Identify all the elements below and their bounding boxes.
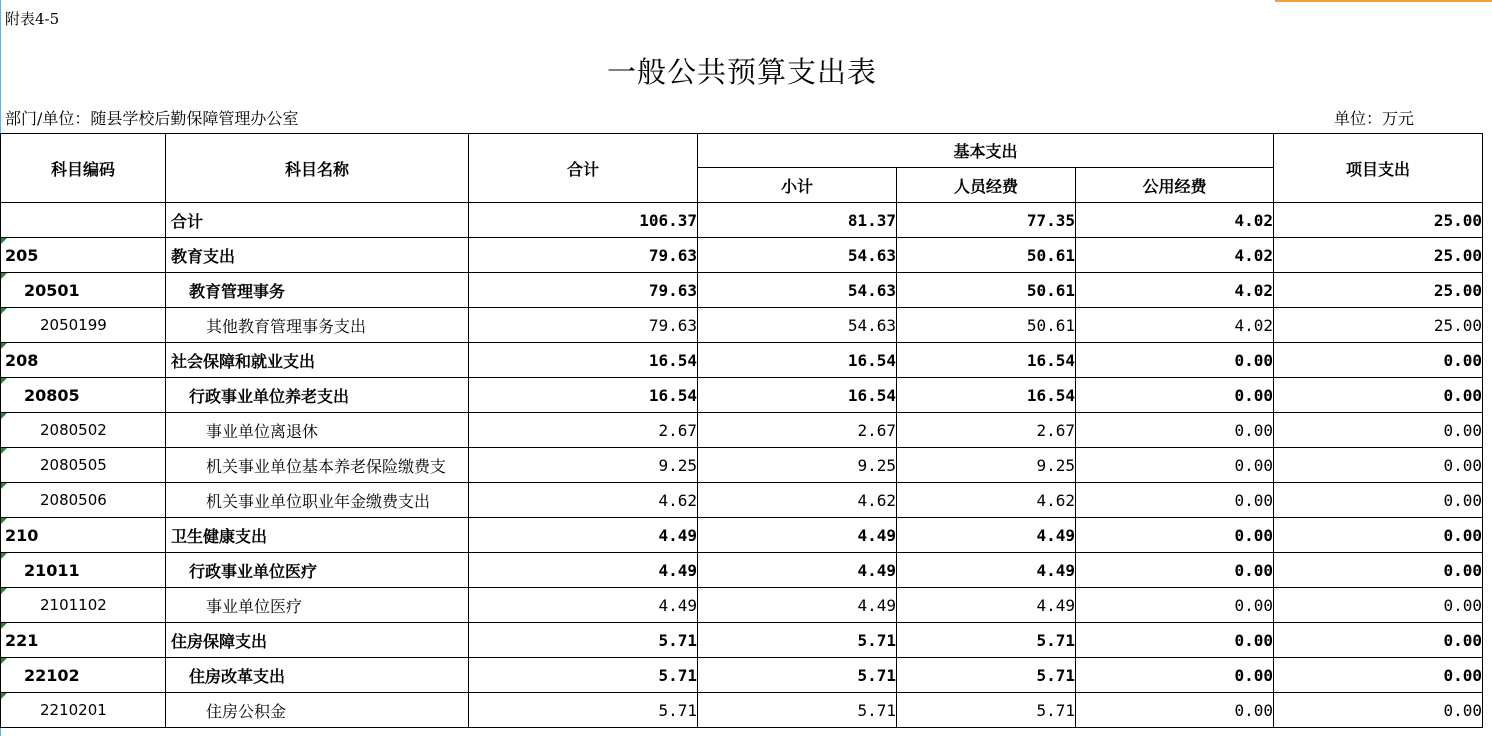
cell-project[interactable]: 0.00 [1274, 553, 1483, 588]
cell-project[interactable]: 0.00 [1274, 378, 1483, 413]
cell-total[interactable]: 16.54 [469, 343, 698, 378]
cell-project[interactable]: 0.00 [1274, 623, 1483, 658]
table-row [1, 343, 1483, 378]
cell-subtotal[interactable]: 54.63 [698, 308, 897, 343]
text-number-indicator-icon [1, 378, 7, 384]
cell-project[interactable]: 0.00 [1274, 413, 1483, 448]
cell-code[interactable]: 2101102 [1, 588, 166, 623]
header-code[interactable]: 科目编码 [1, 134, 166, 203]
text-number-indicator-icon [1, 623, 7, 629]
cell-personnel[interactable]: 2.67 [897, 413, 1076, 448]
cell-personnel[interactable]: 4.62 [897, 483, 1076, 518]
cell-code[interactable]: 221 [1, 623, 166, 658]
cell-project[interactable]: 0.00 [1274, 518, 1483, 553]
cell-subtotal[interactable]: 5.71 [698, 658, 897, 693]
cell-subtotal[interactable]: 4.49 [698, 588, 897, 623]
cell-public[interactable]: 0.00 [1076, 588, 1274, 623]
cell-public[interactable]: 0.00 [1076, 483, 1274, 518]
table-row [1, 238, 1483, 273]
cell-project[interactable]: 0.00 [1274, 343, 1483, 378]
cell-total[interactable]: 79.63 [469, 273, 698, 308]
cell-public[interactable]: 0.00 [1076, 378, 1274, 413]
cell-personnel[interactable]: 4.49 [897, 518, 1076, 553]
cell-subtotal[interactable]: 2.67 [698, 413, 897, 448]
cell-personnel[interactable]: 50.61 [897, 308, 1076, 343]
cell-total[interactable]: 5.71 [469, 693, 698, 728]
header-basic-expenditure[interactable]: 基本支出 [698, 134, 1274, 168]
cell-subtotal[interactable]: 54.63 [698, 238, 897, 273]
cell-code[interactable]: 2050199 [1, 308, 166, 343]
cell-total[interactable]: 4.49 [469, 553, 698, 588]
cell-personnel[interactable]: 5.71 [897, 693, 1076, 728]
cell-name[interactable]: 住房保障支出 [166, 623, 469, 658]
budget-table [0, 133, 1483, 728]
table-row [1, 623, 1483, 658]
cell-total[interactable]: 4.62 [469, 483, 698, 518]
cell-public[interactable]: 0.00 [1076, 518, 1274, 553]
cell-public[interactable]: 0.00 [1076, 448, 1274, 483]
cell-code[interactable]: 2080502 [1, 413, 166, 448]
cell-public[interactable]: 4.02 [1076, 203, 1274, 238]
unit-label: 单位：万元 [1334, 109, 1415, 128]
cell-name[interactable]: 住房公积金 [166, 693, 469, 728]
table-row [1, 658, 1483, 693]
text-number-indicator-icon [1, 238, 7, 244]
table-row [1, 308, 1483, 343]
cell-code[interactable]: 2080505 [1, 448, 166, 483]
cell-personnel[interactable]: 16.54 [897, 343, 1076, 378]
cell-total[interactable]: 79.63 [469, 238, 698, 273]
text-number-indicator-icon [1, 273, 7, 279]
cell-public[interactable]: 0.00 [1076, 623, 1274, 658]
cell-personnel[interactable]: 5.71 [897, 658, 1076, 693]
table-row [1, 413, 1483, 448]
header-total[interactable]: 合计 [469, 134, 698, 203]
cell-total[interactable]: 4.49 [469, 518, 698, 553]
cell-code[interactable]: 22102 [1, 658, 166, 693]
cell-code[interactable]: 21011 [1, 553, 166, 588]
table-row [1, 693, 1483, 728]
cell-total[interactable]: 16.54 [469, 378, 698, 413]
cell-personnel[interactable]: 16.54 [897, 378, 1076, 413]
cell-public[interactable]: 0.00 [1076, 693, 1274, 728]
cell-personnel[interactable]: 5.71 [897, 623, 1076, 658]
cell-total[interactable]: 5.71 [469, 658, 698, 693]
cell-personnel[interactable]: 4.49 [897, 588, 1076, 623]
cell-public[interactable]: 0.00 [1076, 658, 1274, 693]
cell-project[interactable]: 25.00 [1274, 308, 1483, 343]
cell-name[interactable]: 机关事业单位职业年金缴费支出 [166, 483, 469, 518]
cell-subtotal[interactable]: 4.62 [698, 483, 897, 518]
table-row [1, 273, 1483, 308]
cell-total[interactable]: 9.25 [469, 448, 698, 483]
cell-subtotal[interactable]: 54.63 [698, 273, 897, 308]
cell-subtotal[interactable]: 16.54 [698, 343, 897, 378]
cell-code[interactable]: 20805 [1, 378, 166, 413]
cell-code[interactable]: 205 [1, 238, 166, 273]
cell-total[interactable]: 106.37 [469, 203, 698, 238]
cell-total[interactable]: 2.67 [469, 413, 698, 448]
cell-personnel[interactable]: 50.61 [897, 238, 1076, 273]
header-public[interactable]: 公用经费 [1076, 168, 1274, 203]
cell-subtotal[interactable]: 5.71 [698, 693, 897, 728]
department-label: 部门/单位：随县学校后勤保障管理办公室 [5, 109, 299, 128]
cell-name[interactable]: 机关事业单位基本养老保险缴费支 [166, 448, 469, 483]
cell-subtotal[interactable]: 4.49 [698, 553, 897, 588]
attachment-label: 附表4-5 [5, 10, 60, 28]
cell-name[interactable]: 社会保障和就业支出 [166, 343, 469, 378]
header-subtotal[interactable]: 小计 [698, 168, 897, 203]
cell-project[interactable]: 25.00 [1274, 273, 1483, 308]
cell-public[interactable]: 0.00 [1076, 343, 1274, 378]
cell-code[interactable]: 2080506 [1, 483, 166, 518]
cell-personnel[interactable]: 9.25 [897, 448, 1076, 483]
table-row [1, 553, 1483, 588]
table-row [1, 203, 1483, 238]
table-row [1, 483, 1483, 518]
text-number-indicator-icon [1, 483, 7, 489]
cell-name[interactable]: 教育支出 [166, 238, 469, 273]
cell-name[interactable]: 卫生健康支出 [166, 518, 469, 553]
cell-subtotal[interactable]: 81.37 [698, 203, 897, 238]
table-row [1, 448, 1483, 483]
cell-subtotal[interactable]: 5.71 [698, 623, 897, 658]
cell-code[interactable] [1, 203, 166, 238]
cell-project[interactable]: 0.00 [1274, 448, 1483, 483]
cell-subtotal[interactable]: 16.54 [698, 378, 897, 413]
cell-total[interactable]: 5.71 [469, 623, 698, 658]
text-number-indicator-icon [1, 448, 7, 454]
cell-project[interactable]: 0.00 [1274, 658, 1483, 693]
cell-project[interactable]: 25.00 [1274, 238, 1483, 273]
table-row [1, 378, 1483, 413]
cell-name[interactable]: 事业单位医疗 [166, 588, 469, 623]
text-number-indicator-icon [1, 343, 7, 349]
text-number-indicator-icon [1, 413, 7, 419]
cell-name[interactable]: 合计 [166, 203, 469, 238]
cell-total[interactable]: 4.49 [469, 588, 698, 623]
header-name[interactable]: 科目名称 [166, 134, 469, 203]
header-project-expenditure[interactable]: 项目支出 [1274, 134, 1483, 203]
text-number-indicator-icon [1, 553, 7, 559]
cell-name[interactable]: 其他教育管理事务支出 [166, 308, 469, 343]
cell-public[interactable]: 4.02 [1076, 308, 1274, 343]
cell-project[interactable]: 0.00 [1274, 588, 1483, 623]
text-number-indicator-icon [1, 658, 7, 664]
selection-accent-line [1275, 0, 1492, 2]
text-number-indicator-icon [1, 518, 7, 524]
cell-code[interactable]: 210 [1, 518, 166, 553]
cell-name[interactable]: 教育管理事务 [166, 273, 469, 308]
text-number-indicator-icon [1, 693, 7, 699]
page-title: 一般公共预算支出表 [606, 55, 877, 89]
cell-personnel[interactable]: 77.35 [897, 203, 1076, 238]
cell-subtotal[interactable]: 9.25 [698, 448, 897, 483]
cell-personnel[interactable]: 4.49 [897, 553, 1076, 588]
cell-project[interactable]: 25.00 [1274, 203, 1483, 238]
cell-name[interactable]: 事业单位离退休 [166, 413, 469, 448]
cell-public[interactable]: 4.02 [1076, 238, 1274, 273]
table-row [1, 588, 1483, 623]
cell-name[interactable]: 行政事业单位医疗 [166, 553, 469, 588]
cell-name[interactable]: 行政事业单位养老支出 [166, 378, 469, 413]
cell-project[interactable]: 0.00 [1274, 693, 1483, 728]
cell-personnel[interactable]: 50.61 [897, 273, 1076, 308]
header-personnel[interactable]: 人员经费 [897, 168, 1076, 203]
cell-project[interactable]: 0.00 [1274, 483, 1483, 518]
table-row [1, 518, 1483, 553]
cell-public[interactable]: 0.00 [1076, 553, 1274, 588]
cell-total[interactable]: 79.63 [469, 308, 698, 343]
cell-subtotal[interactable]: 4.49 [698, 518, 897, 553]
cell-public[interactable]: 4.02 [1076, 273, 1274, 308]
text-number-indicator-icon [1, 588, 7, 594]
cell-public[interactable]: 0.00 [1076, 413, 1274, 448]
text-number-indicator-icon [1, 308, 7, 314]
cell-name[interactable]: 住房改革支出 [166, 658, 469, 693]
cell-code[interactable]: 20501 [1, 273, 166, 308]
cell-code[interactable]: 208 [1, 343, 166, 378]
cell-code[interactable]: 2210201 [1, 693, 166, 728]
